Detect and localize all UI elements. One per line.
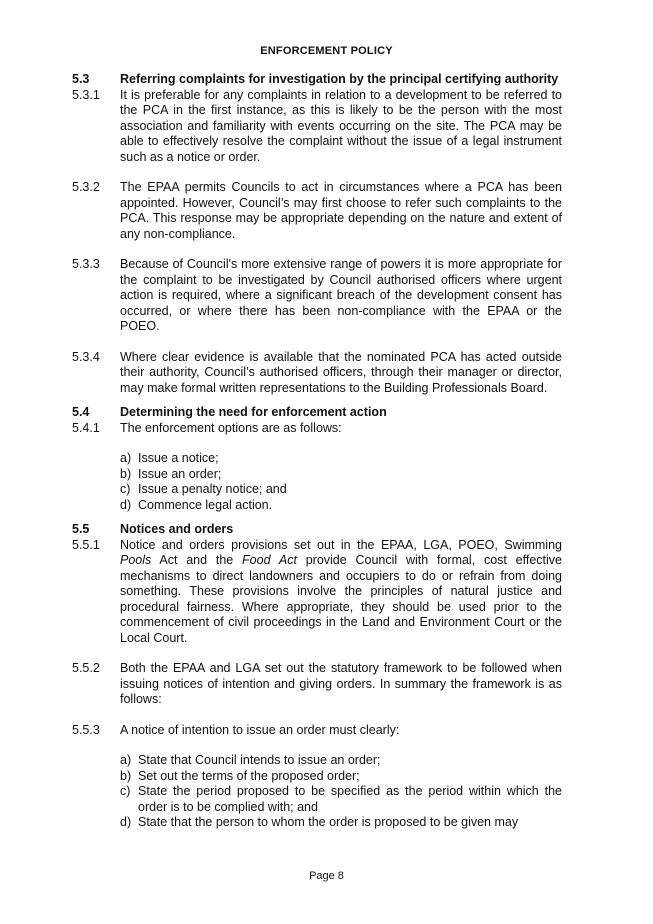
list-item [120,769,562,785]
paragraph-text: Because of Council's more extensive range of powers it is more appropriate for the complaint to be investigated by Council authorised officers where urgent action is required, where a significant breach of the development consent has occurred, or where there has been non-compliance with the EPAA or the POEO. [120,257,562,333]
paragraph-5-5-3 [72,723,562,739]
paragraph-number: 5.3.4 [72,349,100,364]
list-item [120,451,562,467]
list-label: a) [120,753,132,767]
list-item [120,482,562,498]
paragraph-5-4-1 [72,421,562,437]
paragraph-number: 5.5.1 [72,537,100,552]
paragraph-number: 5.3.1 [72,87,100,102]
paragraph-number: 5.5.3 [72,722,100,737]
section-title: Notices and orders [120,522,234,536]
paragraph-text: A notice of intention to issue an order must clearly: [120,722,400,737]
list-label: c) [120,784,131,798]
section-number: 5.5 [72,522,90,536]
list-label: b) [120,466,132,481]
list-text: Issue an order; [138,466,222,481]
document-body [72,72,562,831]
paragraph-5-5-2 [72,661,562,708]
list-item [120,467,562,483]
list-text: State the period proposed to be specified as the period within which the order is to be complied with; and [138,784,562,814]
section-number: 5.3 [72,72,90,86]
list-label: d) [120,815,132,829]
paragraph-number: 5.5.2 [72,661,100,675]
paragraph-text: It is preferable for any complaints in relation to a development to be referred to the PCA in the first instance, as this is likely to be the person with the most association and familiarity with events occurring on the site. The PCA may be able to effectively resolve the complaint without the issue of a legal instrument such as a notice or order. [120,87,562,164]
text-run-italic: Food Act [242,553,297,567]
list-item [120,498,562,514]
list-text: State that Council intends to issue an order; [138,753,381,767]
section-title: Referring complaints for investigation by the principal certifying authority [120,72,559,86]
section-number: 5.4 [72,405,90,419]
list-item [120,753,562,769]
notice-requirements-list [120,753,562,831]
page-header: ENFORCEMENT POLICY [260,45,393,57]
list-text: Issue a notice; [138,451,219,465]
paragraph-text: Both the EPAA and LGA set out the statutory framework to be followed when issuing notices of intention and giving orders. In summary the framework is as follows: [120,661,562,706]
section-5-5-heading [72,522,562,538]
text-run: Notice and orders provisions set out in the EPAA, LGA, POEO, Swimming [120,537,562,552]
section-5-4-heading [72,405,562,421]
paragraph-5-5-1 [72,538,562,647]
paragraph-5-3-3 [72,257,562,335]
list-label: d) [120,497,132,512]
list-text: Commence legal action. [138,497,273,512]
paragraph-5-3-2 [72,180,562,242]
text-run: Act and the [151,553,243,567]
paragraph-number: 5.3.3 [72,257,100,271]
list-text: Set out the terms of the proposed order; [138,768,360,783]
text-run-italic: Pools [120,553,152,567]
list-label: b) [120,768,132,783]
list-text: State that the person to whom the order is proposed to be given may [138,815,519,829]
list-item [120,784,562,815]
list-label: a) [120,451,132,465]
paragraph-text: The EPAA permits Councils to act in circumstances where a PCA has been appointed. However, Council’s may first choose to refer such complaints to the PCA. This response may be appropriate depending on the nature and extent of any non-compliance. [120,180,562,241]
enforcement-options-list [120,451,562,513]
paragraph-text: Where clear evidence is available that the nominated PCA has acted outside their authority, Council’s authorised officers, through their manager or director, may make formal written representations to the Building Professionals Board. [120,349,562,395]
paragraph-5-3-1 [72,88,562,166]
list-item [120,815,562,831]
paragraph-number: 5.4.1 [72,420,100,435]
paragraph-text: The enforcement options are as follows: [120,420,342,435]
paragraph-text [120,538,562,647]
paragraph-5-3-4 [72,350,562,397]
list-label: c) [120,482,131,496]
list-text: Issue a penalty notice; and [138,482,287,496]
section-5-3-heading [72,72,562,88]
page-number: Page 8 [309,870,344,882]
paragraph-number: 5.3.2 [72,180,100,194]
section-title: Determining the need for enforcement action [120,405,387,419]
text-run: provide Council with formal, cost effective mechanisms to direct landowners and occupiers to do or refrain from doing something. These provisions involve the principles of natural justice and procedural fairness. Where appropriate, they should be used prior to the commencement of civil proceedings in the Land and Environment Court or the Local Court. [120,553,563,645]
